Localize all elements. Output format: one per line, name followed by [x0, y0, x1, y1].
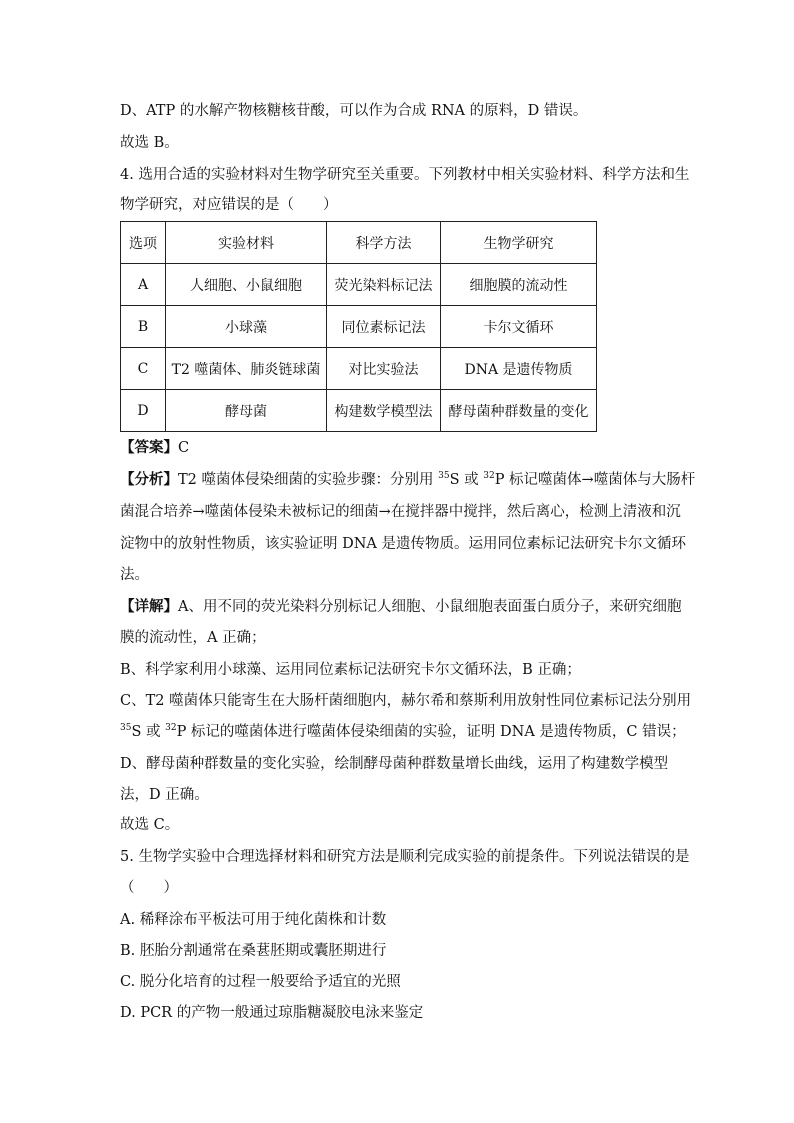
detail-text: S 或 — [131, 724, 166, 740]
table-cell: 构建数学模型法 — [327, 390, 441, 432]
analysis-line-3: 淀物中的放射性物质，该实验证明 DNA 是遗传物质。运用同位素标记法研究卡尔文循环 — [120, 536, 686, 552]
detail-line-c2 — [120, 722, 686, 742]
detail-line-d2: 法，D 正确。 — [120, 787, 209, 803]
table-cell: D — [121, 390, 166, 432]
options-table — [120, 221, 597, 432]
table-cell: A — [121, 264, 166, 306]
table-cell: 小球藻 — [166, 306, 327, 348]
table-cell: 同位素标记法 — [327, 306, 441, 348]
table-row — [121, 390, 597, 432]
analysis-line-1 — [120, 470, 695, 490]
question-5-option-a: A. 稀释涂布平板法可用于纯化菌株和计数 — [120, 912, 387, 928]
table-cell: 荧光染料标记法 — [327, 264, 441, 306]
table-cell: 酵母菌种群数量的变化 — [441, 390, 597, 432]
question-5-stem-line-1: 5. 生物学实验中合理选择材料和研究方法是顺利完成实验的前提条件。下列说法错误的是 — [120, 849, 690, 865]
answer-line — [120, 438, 189, 458]
detail-line-a1 — [120, 597, 681, 617]
detail-line-d1: D、酵母菌种群数量的变化实验，绘制酵母菌种群数量增长曲线，运用了构建数学模型 — [120, 756, 669, 772]
isotope-mass-number: 32 — [165, 723, 177, 733]
table-row — [121, 348, 597, 390]
question-4-stem-line-2: 物学研究，对应错误的是（ ） — [120, 197, 338, 213]
table-header-cell: 生物学研究 — [441, 222, 597, 264]
question-5-option-b: B. 胚胎分割通常在桑葚胚期或囊胚期进行 — [120, 943, 387, 959]
table-cell: 细胞膜的流动性 — [441, 264, 597, 306]
isotope-mass-number: 35 — [438, 471, 450, 481]
detail-conclusion: 故选 C。 — [120, 817, 180, 833]
table-cell: C — [121, 348, 166, 390]
answer-value: C — [178, 440, 190, 456]
analysis-text: P 标记噬菌体→噬菌体与大肠杆 — [494, 472, 696, 488]
isotope-mass-number: 35 — [120, 723, 132, 733]
question-5-option-d: D. PCR 的产物一般通过琼脂糖凝胶电泳来鉴定 — [120, 1005, 424, 1021]
table-row — [121, 306, 597, 348]
detail-text: A、用不同的荧光染料分别标记人细胞、小鼠细胞表面蛋白质分子，来研究细胞 — [178, 599, 682, 615]
detail-line-b: B、科学家利用小球藻、运用同位素标记法研究卡尔文循环法，B 正确； — [120, 662, 581, 678]
table-row — [121, 264, 597, 306]
table-cell: 酵母菌 — [166, 390, 327, 432]
analysis-text: T2 噬菌体侵染细菌的实验步骤：分别用 — [178, 472, 439, 488]
analysis-line-2: 菌混合培养→噬菌体侵染未被标记的细菌→在搅拌器中搅拌，然后离心，检测上清液和沉 — [120, 504, 681, 520]
answer-label: 【答案】 — [120, 439, 178, 456]
detail-line-a2: 膜的流动性，A 正确； — [120, 630, 266, 646]
analysis-text: S 或 — [449, 472, 484, 488]
table-cell: DNA 是遗传物质 — [441, 348, 597, 390]
table-header-cell: 实验材料 — [166, 222, 327, 264]
question-5-option-c: C. 脱分化培育的过程一般要给予适宜的光照 — [120, 974, 401, 990]
table-cell: 对比实验法 — [327, 348, 441, 390]
table-cell: 人细胞、小鼠细胞 — [166, 264, 327, 306]
detail-label: 【详解】 — [120, 598, 178, 615]
isotope-mass-number: 32 — [483, 471, 495, 481]
previous-option-d: D、ATP 的水解产物核糖核苷酸，可以作为合成 RNA 的原料，D 错误。 — [120, 103, 588, 119]
detail-line-c1: C、T2 噬菌体只能寄生在大肠杆菌细胞内，赫尔希和蔡斯利用放射性同位素标记法分别用 — [120, 693, 692, 709]
detail-text: P 标记的噬菌体进行噬菌体侵染细菌的实验，证明 DNA 是遗传物质，C 错误； — [176, 724, 686, 740]
previous-answer-line: 故选 B。 — [120, 135, 179, 151]
table-header-cell: 选项 — [121, 222, 166, 264]
table-cell: B — [121, 306, 166, 348]
analysis-line-4: 法。 — [120, 567, 149, 583]
table-header-row — [121, 222, 597, 264]
question-4-stem-line-1: 4. 选用合适的实验材料对生物学研究至关重要。下列教材中相关实验材料、科学方法和生 — [120, 167, 690, 183]
analysis-label: 【分析】 — [120, 471, 178, 488]
table-cell: 卡尔文循环 — [441, 306, 597, 348]
table-header-cell: 科学方法 — [327, 222, 441, 264]
table-cell: T2 噬菌体、肺炎链球菌 — [166, 348, 327, 390]
question-5-stem-line-2: （ ） — [120, 880, 178, 896]
